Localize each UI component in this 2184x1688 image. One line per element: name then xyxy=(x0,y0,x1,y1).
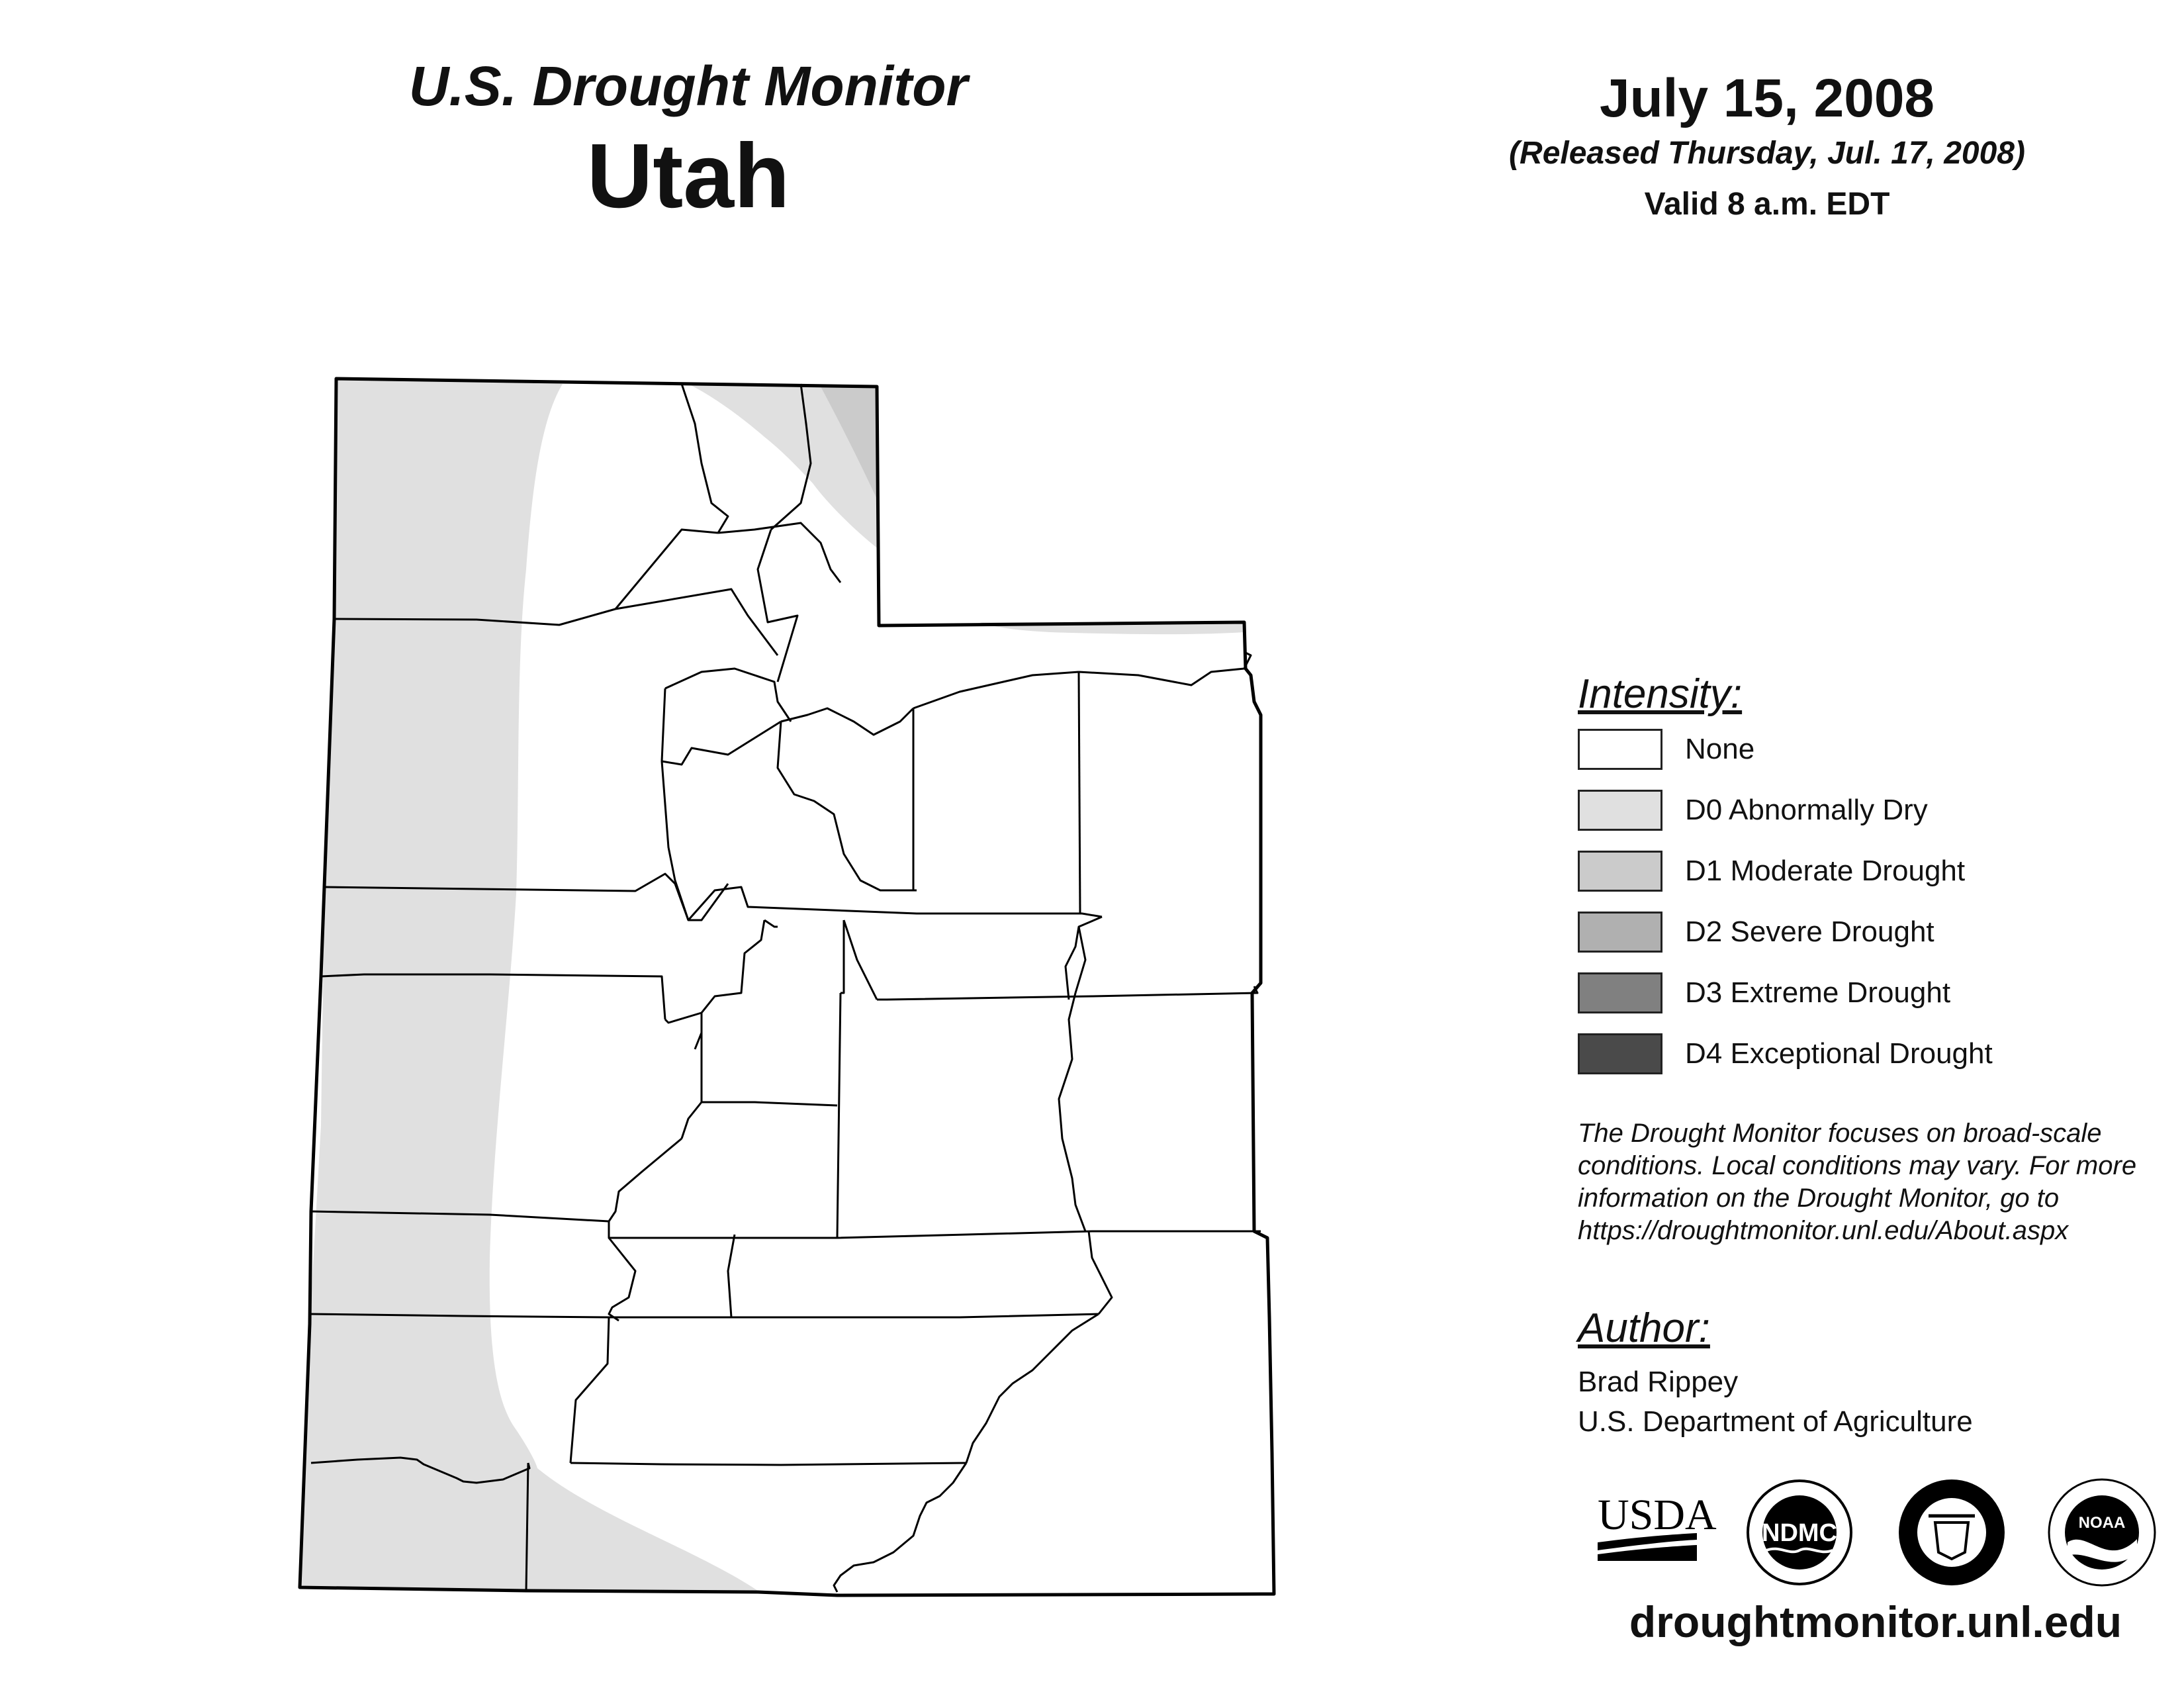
legend-item-d1 xyxy=(1578,841,2173,902)
noaa-logo xyxy=(2049,1479,2155,1585)
legend-swatch xyxy=(1578,1033,1662,1074)
legend-swatch xyxy=(1578,912,1662,953)
author-heading: Author: xyxy=(1578,1305,1710,1351)
legend-label: D4 Exceptional Drought xyxy=(1685,1037,1993,1070)
website-url[interactable]: droughtmonitor.unl.edu xyxy=(1629,1597,2122,1646)
legend-swatch xyxy=(1578,729,1662,770)
author-block xyxy=(1578,1304,2173,1442)
legend-item-d4 xyxy=(1578,1023,2173,1084)
map-date: July 15, 2008 xyxy=(1599,68,1935,128)
legend-label: D0 Abnormally Dry xyxy=(1685,794,1928,827)
noaa-logo-text: NOAA xyxy=(2078,1514,2126,1532)
legend-item-none xyxy=(1578,719,2173,780)
agency-logos xyxy=(1578,1476,2173,1589)
legend-title: Intensity: xyxy=(1578,671,1743,717)
d0-area-west xyxy=(300,379,758,1591)
legend-item-d0 xyxy=(1578,780,2173,841)
legend-label: D1 Moderate Drought xyxy=(1685,855,1966,888)
legend-label: D2 Severe Drought xyxy=(1685,915,1934,949)
usda-logo xyxy=(1598,1491,1717,1561)
ndmc-logo xyxy=(1748,1481,1851,1584)
ndmc-logo-text: NDMC xyxy=(1762,1519,1837,1547)
release-date: (Released Thursday, Jul. 17, 2008) xyxy=(1509,136,2025,171)
legend-swatch xyxy=(1578,851,1662,892)
legend-item-d2 xyxy=(1578,902,2173,962)
legend-item-d3 xyxy=(1578,962,2173,1023)
legend-swatch xyxy=(1578,790,1662,831)
legend-label: None xyxy=(1685,733,1755,766)
legend-label: D3 Extreme Drought xyxy=(1685,976,1951,1009)
author-name: Brad Rippey xyxy=(1578,1366,1739,1399)
department-of-commerce-seal-icon xyxy=(1899,1479,2005,1585)
usda-logo-text: USDA xyxy=(1598,1491,1717,1539)
legend xyxy=(1578,670,2173,1084)
map-title: U.S. Drought Monitor xyxy=(408,55,968,117)
author-org: U.S. Department of Agriculture xyxy=(1578,1405,1973,1438)
state-name: Utah xyxy=(586,124,790,227)
valid-time: Valid 8 a.m. EDT xyxy=(1644,187,1890,222)
disclaimer-note: The Drought Monitor focuses on broad-scale conditions. Local conditions may vary. For more information on the Drought Monitor, go to https://droughtmonitor.unl.edu/About.aspx xyxy=(1578,1119,2137,1245)
legend-swatch xyxy=(1578,972,1662,1013)
